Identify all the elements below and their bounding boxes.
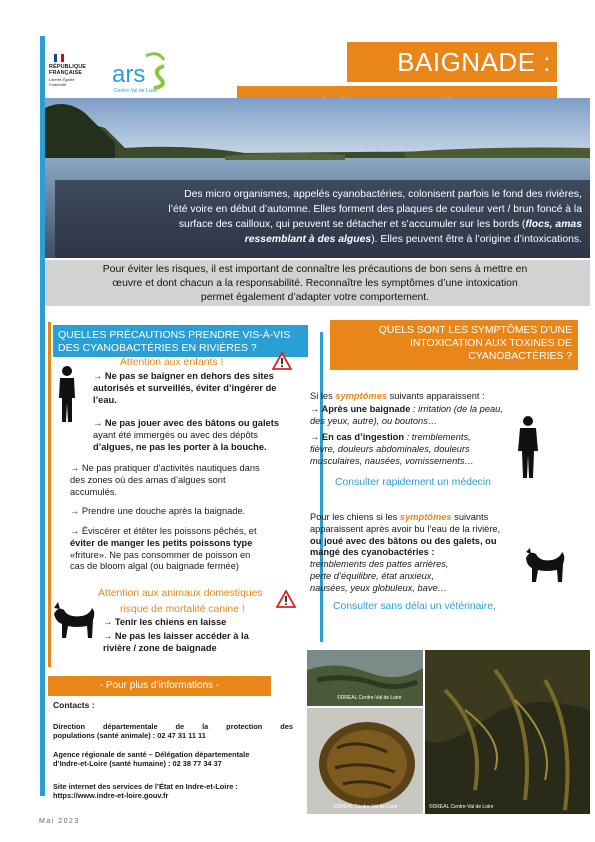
cyanobacteria-water-photo: ©DREAL Centre-Val de Loire <box>425 650 590 814</box>
cyanobacteria-stone-photo: ©DREAL Centre-Val de Loire <box>307 708 423 814</box>
adult-silhouette-icon <box>516 415 540 479</box>
republique-francaise-label: RÉPUBLIQUE FRANÇAISE <box>49 64 87 76</box>
animal-precaution-1: → Tenir les chiens en laisse <box>103 617 227 627</box>
canine-risk-heading: risque de mortalité canine ! <box>120 604 245 615</box>
child-precaution-1: → Ne pas se baigner en dehors des sites autorisés et surveillés, éviter d’ingérer de l’eau. <box>93 371 277 405</box>
children-warning-heading: Attention aux enfants ! <box>120 357 224 368</box>
svg-text:Centre-Val de Loire: Centre-Val de Loire <box>114 88 157 94</box>
contact-ddpp: Direction départementale de la protection des populations (santé animale) : 02 47 31 11 11 <box>53 722 293 740</box>
ars-logo <box>108 52 178 96</box>
republique-motto: Liberté Égalité Fraternité <box>49 77 75 87</box>
animals-warning-heading: Attention aux animaux domestiques <box>98 588 263 599</box>
general-precaution-2: → Prendre une douche après la baignade. <box>70 506 246 516</box>
contact-website: Site internet des services de l’État en Indre-et-Loire : https://www.indre-et-loire.gouv.fr <box>53 782 238 800</box>
contacts-heading: Contacts : <box>53 700 95 710</box>
consult-vet-note: Consulter sans délai un vétérinaire, <box>333 601 496 612</box>
dog-silhouette-icon <box>52 602 96 640</box>
publication-date: Mai 2023 <box>39 818 80 825</box>
symptoms-ingestion: → En cas d’ingestion : tremblements, fièvre, douleurs abdominales, douleurs musculaires, nausées, vomissements… <box>310 432 474 466</box>
general-precaution-3: → Éviscérer et étêter les poissons pêchés, et éviter de manger les petits poissons type «friture». Ne pas consommer de poisson en cas de bloom algal (ou baignade fermée) <box>70 526 257 572</box>
symptoms-after-bathing: → Après une baignade : irritation (de la peau, des yeux, autre), ou boutons… <box>310 404 503 426</box>
left-column-accent <box>48 322 51 667</box>
prevention-text: Pour éviter les risques, il est important de connaître les précautions de bon sens à mettre en œuvre et dont chacun a la responsabilité. Reconnaître les symptômes d’une intoxication permet également d’adapter votre comportement. <box>102 264 528 303</box>
svg-text:ars: ars <box>112 61 146 88</box>
dog-silhouette-icon <box>524 548 566 584</box>
more-info-bar: - Pour plus d’informations - <box>48 676 271 696</box>
symptoms-intro: Si les symptômes suivants apparaissent : <box>310 391 485 401</box>
symptoms-heading: QUELS SONT LES SYMPTÔMES D’UNE INTOXICATION AUX TOXINES DE CYANOBACTÉRIES ? <box>330 320 578 370</box>
dog-symptoms-intro: Pour les chiens si les symptômes suivants apparaissent après avoir bu l’eau de la rivière, ou joué avec des bâtons ou des galets, ou mangé des cyanobactéries : tremblements des pattes arrières, perte d’équilibre, état anxieux, nausées, yeux globuleux, bave… <box>310 512 501 593</box>
warning-icon <box>272 352 292 370</box>
right-column-accent <box>320 332 323 642</box>
warning-icon <box>276 590 296 608</box>
title-line-1: BAIGNADE : <box>347 42 557 82</box>
child-precaution-2: → Ne pas jouer avec des bâtons ou galets ayant été immergés ou avec des dépôts d’algues, ne pas les porter à la bouche. <box>93 418 279 452</box>
consult-doctor-note: Consulter rapidement un médecin <box>335 477 491 488</box>
child-silhouette-icon <box>56 365 78 423</box>
contact-ars: Agence régionale de santé – Délégation départementale d’Indre-et-Loire (santé humaine) : 02 38 77 34 37 <box>53 750 250 768</box>
intro-paragraph: Des micro organismes, appelés cyanobactéries, colonisent parfois le fond des rivières, l’été voire en début d’automne. Elles forment des plaques de couleur vert / brun foncé à la surface des cailloux, qui peuvent se détacher et s’accumuler sur les bords (flocs, amas ressemblant à des algues). Elles peuvent être à l’origine d’intoxications. <box>55 180 590 258</box>
animal-precaution-2: → Ne pas les laisser accéder à la rivière / zone de baignade <box>103 631 249 653</box>
cyanobacteria-photo-1: ©DREAL Centre-Val de Loire <box>307 650 423 706</box>
precautions-heading: QUELLES PRÉCAUTIONS PRENDRE VIS-À-VIS DES CYANOBACTÉRIES EN RIVIÈRES ? <box>53 325 308 357</box>
marianne-logo <box>54 54 64 62</box>
general-precaution-1: → Ne pas pratiquer d’activités nautiques dans des zones où des amas d’algues sont accumulés. <box>70 463 260 497</box>
